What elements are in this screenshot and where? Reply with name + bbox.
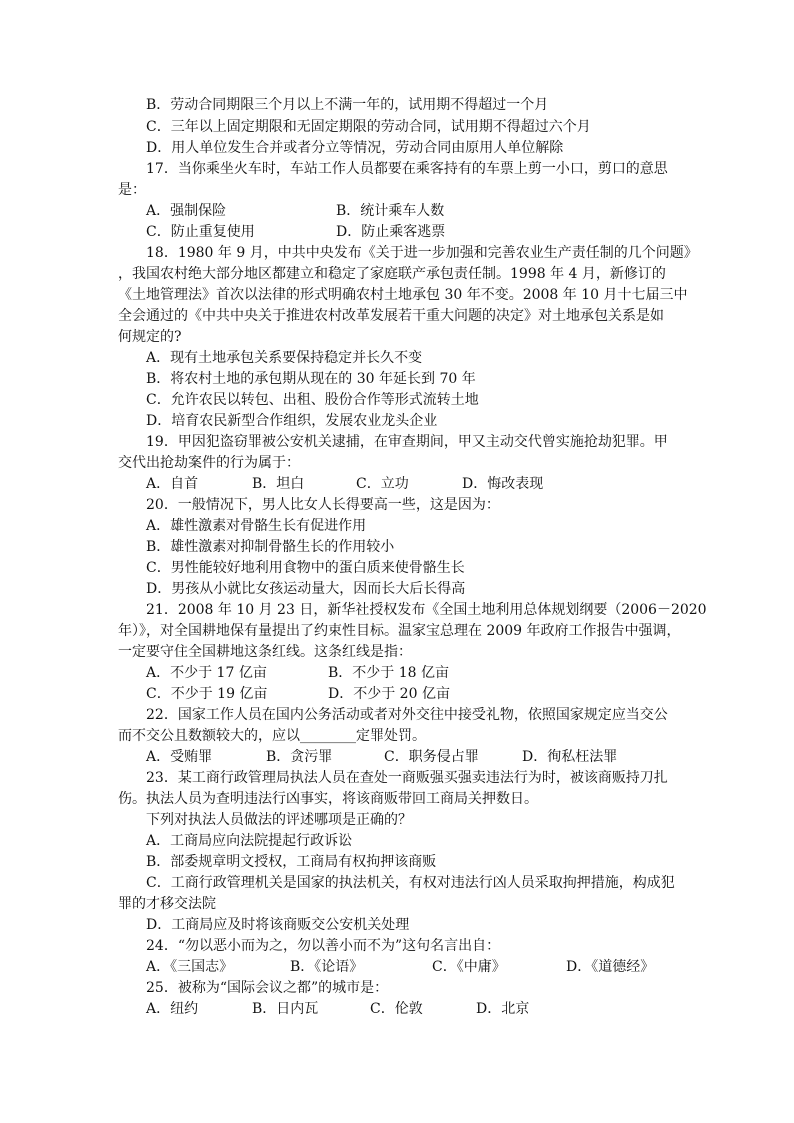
q17-option-c: C．防止重复使用 <box>146 224 255 240</box>
q19-option-c: C．立功 <box>356 476 409 492</box>
q24-stem: 24．“勿以恶小而为之，勿以善小而不为”这句名言出自： <box>146 938 501 954</box>
q20-option-d: D．男孩从小就比女孩运动量大，因而长大后长得高 <box>146 581 466 597</box>
q21-option-d: D．不少于 20 亿亩 <box>328 686 450 702</box>
q23-option-d: D．工商局应及时将该商贩交公安机关处理 <box>146 917 410 933</box>
q24-option-b: B．《论语》 <box>290 959 364 975</box>
q22-stem: 22．国家工作人员在国内公务活动或者对外交往中接受礼物，依照国家规定应当交公 <box>146 707 668 723</box>
q18-stem: 18．1980 年 9 月，中共中央发布《关于进一步加强和完善农业生产责任制的几个问题》 <box>146 245 698 261</box>
q20-stem: 20．一般情况下，男人比女人长得要高一些，这是因为： <box>146 497 500 513</box>
q21-stem-cont-2: 一定要守住全国耕地这条红线。这条红线是指： <box>118 644 412 660</box>
q22-option-b: B．贪污罪 <box>266 749 333 765</box>
q23-option-c: C．工商行政管理机关是国家的执法机关，有权对违法行凶人员采取拘押措施，构成犯 <box>146 875 675 891</box>
q25-option-a: A．纽约 <box>146 1001 199 1017</box>
q22-option-c: C．职务侵占罪 <box>384 749 479 765</box>
q25-option-b: B．日内瓦 <box>252 1001 319 1017</box>
q23-option-a: A．工商局应向法院提起行政诉讼 <box>146 833 353 849</box>
q25-option-d: D．北京 <box>476 1001 530 1017</box>
q17-option-a: A．强制保险 <box>146 203 227 219</box>
q23-option-b: B．部委规章明文授权，工商局有权拘押该商贩 <box>146 854 437 870</box>
q21-stem: 21．2008 年 10 月 23 日，新华社授权发布《全国土地利用总体规划纲要（2006－2020 <box>146 602 707 618</box>
q18-option-b: B．将农村土地的承包期从现在的 30 年延长到 70 年 <box>146 371 476 387</box>
q25-option-c: C．伦敦 <box>370 1001 423 1017</box>
q17-stem-cont: 是： <box>118 182 146 198</box>
q18-stem-cont-3: 全会通过的《中共中央关于推进农村改革发展若干重大问题的决定》对土地承包关系是如 <box>118 308 664 324</box>
q20-option-a: A．雄性激素对骨骼生长有促进作用 <box>146 518 367 534</box>
q22-stem-cont: 而不交公且数额较大的，应以________定罪处罚。 <box>118 728 426 744</box>
q23-stem-cont-2: 下列对执法人员做法的评述哪项是正确的？ <box>146 812 412 828</box>
q17-stem: 17．当你乘坐火车时，车站工作人员都要在乘客持有的车票上剪一小口，剪口的意思 <box>146 161 668 177</box>
q19-option-a: A．自首 <box>146 476 199 492</box>
q23-option-c-cont: 罪的才移交法院 <box>118 896 216 912</box>
q21-option-a: A．不少于 17 亿亩 <box>146 665 267 681</box>
q16-option-c: C．三年以上固定期限和无固定期限的劳动合同，试用期不得超过六个月 <box>146 119 591 135</box>
q18-stem-cont-4: 何规定的? <box>118 329 182 345</box>
q18-option-d: D．培育农民新型合作组织，发展农业龙头企业 <box>146 413 438 429</box>
q21-option-b: B．不少于 18 亿亩 <box>328 665 450 681</box>
q19-option-d: D．悔改表现 <box>462 476 544 492</box>
q17-option-b: B．统计乘车人数 <box>336 203 445 219</box>
q18-option-a: A．现有土地承包关系要保持稳定并长久不变 <box>146 350 423 366</box>
q24-option-c: C．《中庸》 <box>432 959 506 975</box>
q24-option-d: D．《道德经》 <box>566 959 655 975</box>
q19-option-b: B．坦白 <box>252 476 305 492</box>
q22-option-a: A．受贿罪 <box>146 749 213 765</box>
q24-option-a: A．《三国志》 <box>146 959 234 975</box>
q19-stem-cont: 交代出抢劫案件的行为属于： <box>118 455 300 471</box>
q17-option-d: D．防止乘客逃票 <box>336 224 446 240</box>
q18-option-c: C．允许农民以转包、出租、股份合作等形式流转土地 <box>146 392 479 408</box>
q19-stem: 19．甲因犯盗窃罪被公安机关逮捕，在审查期间，甲又主动交代曾实施抢劫犯罪。甲 <box>146 434 668 450</box>
q23-stem: 23．某工商行政管理局执法人员在查处一商贩强买强卖违法行为时，被该商贩持刀扎 <box>146 770 668 786</box>
q22-option-d: D．徇私枉法罪 <box>522 749 618 765</box>
q16-option-b: B．劳动合同期限三个月以上不满一年的，试用期不得超过一个月 <box>146 97 549 113</box>
q23-stem-cont-1: 伤。执法人员为查明违法行凶事实，将该商贩带回工商局关押数日。 <box>118 791 538 807</box>
q21-option-c: C．不少于 19 亿亩 <box>146 686 268 702</box>
q21-stem-cont-1: 年）》，对全国耕地保有量提出了约束性目标。温家宝总理在 2009 年政府工作报告中强调， <box>118 623 681 639</box>
q18-stem-cont-2: 《土地管理法》首次以法律的形式明确农村土地承包 30 年不变。2008 年 10 月十七届三中 <box>118 287 688 303</box>
q18-stem-cont-1: ，我国农村绝大部分地区都建立和稳定了家庭联产承包责任制。1998 年 4 月，新修订的 <box>118 266 666 282</box>
q16-option-d: D．用人单位发生合并或者分立等情况，劳动合同由原用人单位解除 <box>146 140 564 156</box>
q20-option-c: C．男性能较好地利用食物中的蛋白质来使骨骼生长 <box>146 560 465 576</box>
q25-stem: 25．被称为“国际会议之都”的城市是： <box>146 980 389 996</box>
q20-option-b: B．雄性激素对抑制骨骼生长的作用较小 <box>146 539 395 555</box>
